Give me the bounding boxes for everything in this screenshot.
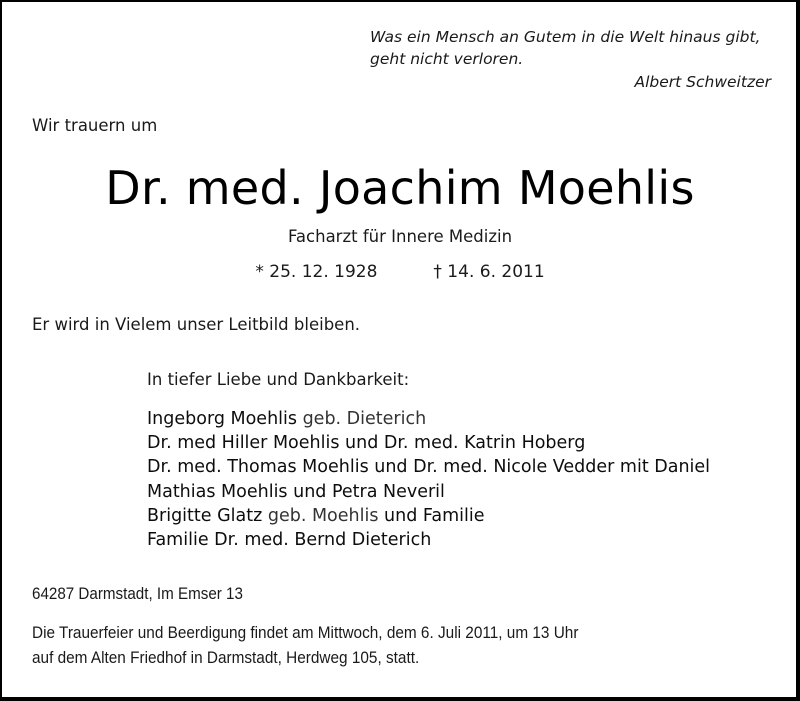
mourner-maiden-name: geb. Dieterich: [297, 409, 427, 429]
epigraph-quote: [370, 26, 772, 70]
funeral-details: [32, 621, 578, 671]
mourner-name: Mathias Moehlis und Petra Neveril: [147, 481, 445, 502]
mourner-maiden-name: geb. Moehlis: [262, 505, 379, 526]
mourner-line: [147, 431, 710, 455]
mourner-line: [147, 455, 710, 479]
quote-line-2: geht nicht verloren.: [370, 50, 524, 68]
mourner-line: [147, 480, 710, 504]
quote-line-1: Was ein Mensch an Gutem in die Welt hinaus gibt,: [370, 28, 761, 46]
funeral-line-2: auf dem Alten Friedhof in Darmstadt, Herdweg 105, statt.: [32, 649, 420, 667]
mourner-line: [147, 407, 710, 431]
mourner-suffix: und Familie: [378, 505, 485, 526]
quote-author: Albert Schweitzer: [634, 73, 771, 91]
life-dates: [0, 262, 800, 282]
mourner-name: Dr. med. Thomas Moehlis und Dr. med. Nicole Vedder mit Daniel: [147, 457, 711, 478]
signoff-text: In tiefer Liebe und Dankbarkeit:: [147, 370, 410, 389]
intro-text: Wir trauern um: [32, 116, 158, 135]
family-address: 64287 Darmstadt, Im Emser 13: [32, 585, 243, 603]
death-date: † 14. 6. 2011: [433, 262, 545, 282]
motto-text: Er wird in Vielem unser Leitbild bleiben.: [32, 315, 361, 334]
mourner-name: Brigitte Glatz: [147, 505, 263, 526]
mourner-line: [147, 504, 710, 528]
mourner-line: [147, 528, 710, 552]
birth-date: * 25. 12. 1928: [255, 262, 378, 282]
mourners-list: [147, 407, 710, 552]
mourner-name: Ingeborg Moehlis: [147, 409, 298, 429]
deceased-profession: Facharzt für Innere Medizin: [287, 227, 513, 246]
deceased-name: Dr. med. Joachim Moehlis: [105, 161, 695, 215]
mourner-name: Dr. med Hiller Moehlis und Dr. med. Katrin Hoberg: [147, 433, 586, 454]
mourner-name: Familie Dr. med. Bernd Dieterich: [147, 530, 432, 551]
funeral-line-1: Die Trauerfeier und Beerdigung findet am Mittwoch, dem 6. Juli 2011, um 13 Uhr: [32, 624, 579, 642]
